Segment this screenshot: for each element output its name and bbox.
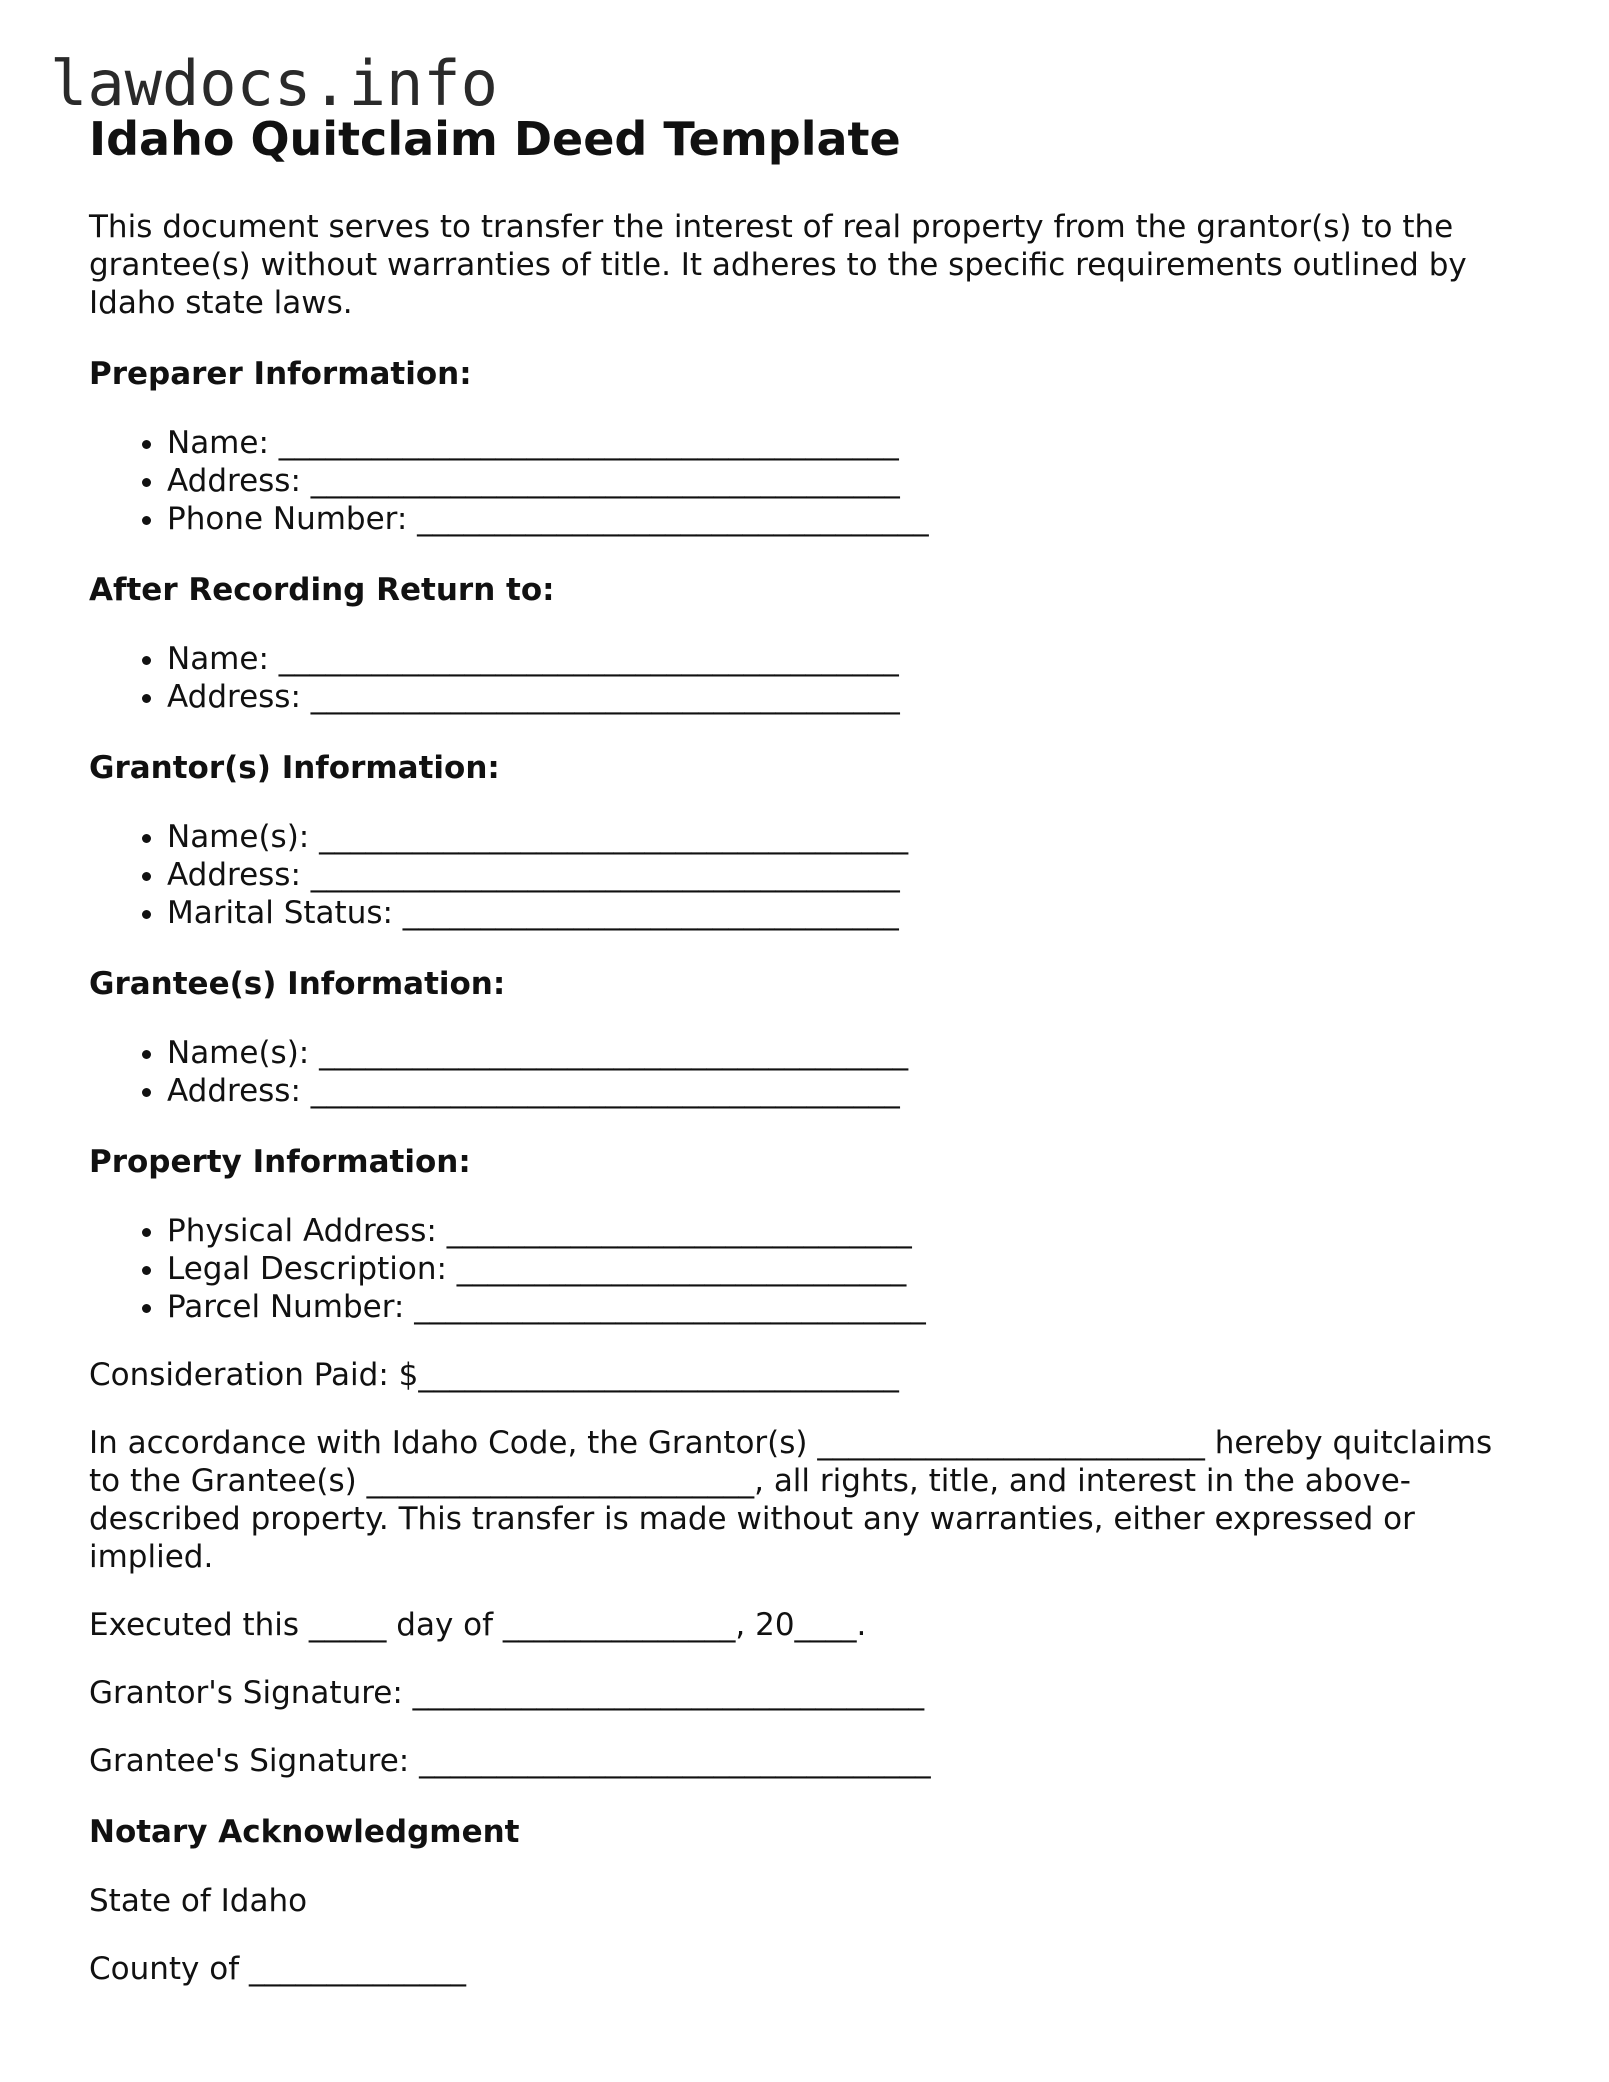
grantee-address-field: • Address: ______________________________________: [167, 1072, 1529, 1110]
preparer-list: [89, 424, 1529, 538]
grantee-list: [89, 1034, 1529, 1110]
grantor-list: [89, 818, 1529, 932]
preparer-address-field: • Address: ______________________________________: [167, 462, 1529, 500]
executed-date-line: Executed this _____ day of _______________, 20____.: [89, 1607, 867, 1643]
property-list: [89, 1212, 1529, 1326]
consideration-paid-field: Consideration Paid: $_______________________________: [89, 1357, 899, 1393]
notary-state-line: State of Idaho: [89, 1883, 308, 1919]
notary-county-line: County of ______________: [89, 1951, 466, 1987]
preparer-name-field: • Name: ________________________________________: [167, 424, 1529, 462]
notary-heading: Notary Acknowledgment: [89, 1814, 520, 1850]
property-legal-description-field: • Legal Description: _____________________________: [167, 1250, 1529, 1288]
intro-paragraph: This document serves to transfer the interest of real property from the grantor(s) to the grantee(s) without warranties of title. It adheres to the specific requirements outlined by Idaho state laws.: [89, 209, 1467, 321]
return-to-heading: After Recording Return to:: [89, 572, 555, 608]
grantor-names-field: • Name(s): ______________________________________: [167, 818, 1529, 856]
grantor-heading: Grantor(s) Information:: [89, 750, 500, 786]
watermark-logo-text: lawdocs.info: [50, 47, 498, 120]
grantee-heading: Grantee(s) Information:: [89, 966, 506, 1002]
return-name-field: • Name: ________________________________________: [167, 640, 1529, 678]
property-heading: Property Information:: [89, 1144, 471, 1180]
grantor-address-field: • Address: ______________________________________: [167, 856, 1529, 894]
return-address-field: • Address: ______________________________________: [167, 678, 1529, 716]
quitclaim-clause: In accordance with Idaho Code, the Grantor(s) _________________________ hereby quitclaims to the Grantee(s) _________________________, all rights, title, and interest in the above-described property. This transfer is made without any warranties, either expressed or implied.: [89, 1425, 1493, 1575]
grantee-signature-line: Grantee's Signature: _________________________________: [89, 1743, 931, 1779]
return-to-list: [89, 640, 1529, 716]
grantee-names-field: • Name(s): ______________________________________: [167, 1034, 1529, 1072]
property-parcel-number-field: • Parcel Number: _________________________________: [167, 1288, 1529, 1326]
property-physical-address-field: • Physical Address: ______________________________: [167, 1212, 1529, 1250]
preparer-heading: Preparer Information:: [89, 356, 472, 392]
preparer-phone-field: • Phone Number: _________________________________: [167, 500, 1529, 538]
grantor-marital-status-field: • Marital Status: ________________________________: [167, 894, 1529, 932]
grantor-signature-line: Grantor's Signature: _________________________________: [89, 1675, 925, 1711]
document-title: Idaho Quitclaim Deed Template: [89, 112, 901, 166]
document-body: [89, 106, 1529, 1988]
